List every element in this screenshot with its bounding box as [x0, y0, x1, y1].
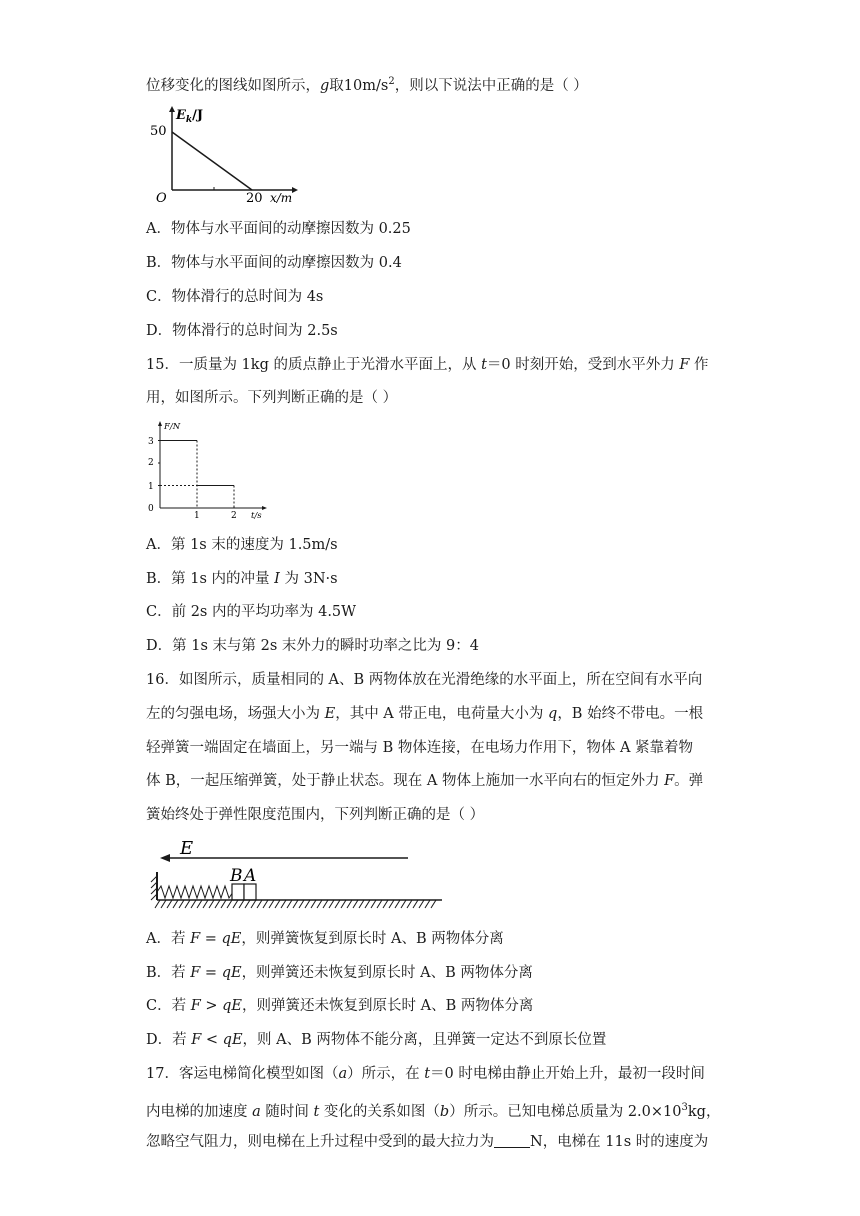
fig2-x-arrow — [262, 506, 267, 510]
q16-text-4a: 体 B，一起压缩弹簧，处于静止状态。现在 A 物体上施加一水平向右的恒定外力 — [146, 773, 665, 789]
fig1-x-arrow — [292, 187, 298, 193]
q16-a-prefix: A．若 — [146, 931, 191, 947]
q16-option-b — [146, 963, 533, 983]
fig3-block-a — [244, 884, 256, 900]
q15-text-c: 作 — [689, 357, 709, 373]
fig2-ylabel: F/N — [164, 422, 181, 432]
q17-text-2b: 随时间 — [260, 1103, 314, 1120]
q16-text-2b: ，其中 A 带正电，电荷量大小为 — [335, 706, 549, 722]
q16-stem-line4 — [146, 771, 703, 791]
q16-c-cond: F > qE — [190, 998, 243, 1014]
fig1-ylabel: $E_k/J$ — [176, 108, 204, 125]
fig3-label-a: A — [244, 866, 257, 886]
fig3-spring-blocks — [146, 836, 446, 916]
fig2-y-tick-3: 3 — [148, 437, 154, 447]
q17-text-2a: 内电梯的加速度 — [146, 1103, 253, 1120]
fig2-y-arrow — [158, 421, 162, 426]
q17-text-3a: 忽略空气阻力，则电梯在上升过程中受到的最大拉力为 — [146, 1134, 494, 1150]
q15-t: t — [481, 357, 487, 373]
fig2-x-tick-2: 2 — [231, 511, 237, 521]
q17-answer-blank[interactable] — [494, 1133, 530, 1148]
fig1-xlabel: x/m — [270, 191, 293, 205]
q16-b-rest: ，则弹簧还未恢复到原长时 A、B 两物体分离 — [241, 965, 533, 981]
q15-stem-line1 — [146, 355, 709, 375]
fig2-y-tick-2: 2 — [148, 458, 154, 468]
q16-b-prefix: B．若 — [146, 965, 191, 981]
intro-text-a: 位移变化的图线如图所示， — [146, 77, 320, 94]
fig3-spring — [157, 886, 233, 898]
q16-a-rest: ，则弹簧恢复到原长时 A、B 两物体分离 — [241, 931, 504, 947]
q16-c-rest: ，则弹簧还未恢复到原长时 A、B 两物体分离 — [242, 998, 534, 1014]
q17-text-1c: ＝0 时电梯由静止开始上升，最初一段时间 — [430, 1066, 705, 1082]
q14-option-c: C．物体滑行的总时间为 4s — [146, 289, 324, 305]
fig3-field-label: E — [180, 838, 194, 859]
q16-option-d — [146, 1030, 606, 1050]
q17-t: t — [424, 1066, 431, 1082]
fig3-ground-hatch — [155, 900, 436, 908]
intro-text-c: ，则以下说法中正确的是（ ） — [394, 77, 588, 94]
q16-option-c — [146, 996, 533, 1016]
q16-b-cond: F = qE — [190, 965, 242, 981]
fig1-y-tick-50: 50 — [150, 124, 167, 139]
fig3-label-b: B — [230, 866, 243, 886]
q17-b: b — [439, 1103, 450, 1120]
q16-text-4b: 。弹 — [674, 773, 704, 789]
q17-a1: a — [338, 1066, 348, 1082]
q15-b-I: I — [274, 571, 280, 587]
q14-intro-tail — [146, 72, 588, 96]
q16-stem-line3: 轻弹簧一端固定在墙面上，另一端与 B 物体连接，在电场力作用下，物体 A 紧靠着物 — [146, 740, 694, 756]
intro-g: g — [320, 77, 330, 94]
q17-text-2e: kg， — [687, 1103, 721, 1120]
fig1-x-tick-20: 20 — [246, 191, 263, 206]
q16-E: E — [324, 706, 336, 722]
q17-text-2d: ）所示。已知电梯总质量为 2.0×10 — [449, 1103, 682, 1120]
intro-sup: 2 — [388, 76, 395, 87]
q17-stem-line3 — [146, 1132, 708, 1152]
q14-option-b: B．物体与水平面间的动摩擦因数为 0.4 — [146, 255, 402, 271]
q16-a-cond: F = qE — [190, 931, 242, 947]
q16-stem-line5: 簧始终处于弹性限度范围内，下列判断正确的是（ ） — [146, 807, 485, 823]
fig2-y-tick-1: 1 — [148, 482, 154, 492]
fig2-f-t-graph — [146, 418, 276, 522]
q15-text-a: 15．一质量为 1kg 的质点静止于光滑水平面上，从 — [146, 357, 482, 373]
q17-text-1a: 17．客运电梯简化模型如图（ — [146, 1066, 339, 1082]
q15-option-c: C．前 2s 内的平均功率为 4.5W — [146, 604, 357, 620]
q14-option-a: A．物体与水平面间的动摩擦因数为 0.25 — [146, 221, 411, 237]
q15-text-b: ＝0 时刻开始，受到水平外力 — [486, 357, 680, 373]
q17-sup: 3 — [681, 1102, 688, 1113]
q16-stem-line1: 16．如图所示，质量相同的 A、B 两物体放在光滑绝缘的水平面上，所在空间有水平向 — [146, 672, 703, 688]
fig1-ek-x-graph — [146, 102, 306, 206]
q15-b-text-a: B．第 1s 内的冲量 — [146, 571, 275, 587]
q15-option-b — [146, 569, 338, 589]
q17-a2: a — [252, 1103, 261, 1120]
intro-text-b: 取10m/s — [329, 77, 389, 94]
fig3-field-arrow — [160, 854, 170, 862]
q16-q: q — [548, 706, 558, 722]
q17-stem-line1 — [146, 1064, 705, 1084]
q14-option-d: D．物体滑行的总时间为 2.5s — [146, 323, 338, 339]
q15-option-d: D．第 1s 末与第 2s 末外力的瞬时功率之比为 9：4 — [146, 638, 479, 654]
fig2-x-tick-1: 1 — [194, 511, 200, 521]
q16-d-prefix: D．若 — [146, 1032, 192, 1048]
q16-text-2c: ，B 始终不带电。一根 — [557, 706, 704, 722]
q15-stem-line2: 用，如图所示。下列判断正确的是（ ） — [146, 390, 398, 406]
q16-F: F — [664, 773, 675, 789]
fig1-data-line — [172, 132, 252, 190]
q16-stem-line2 — [146, 704, 703, 724]
q16-text-2a: 左的匀强电场，场强大小为 — [146, 706, 325, 722]
q15-F: F — [679, 357, 690, 373]
fig1-origin: O — [156, 191, 167, 206]
q17-text-2c: 变化的关系如图（ — [319, 1103, 440, 1120]
q17-text-3b: N，电梯在 11s 时的速度为 — [530, 1134, 709, 1150]
q16-d-rest: ，则 A、B 两物体不能分离，且弹簧一定达不到原长位置 — [242, 1032, 607, 1048]
q16-c-prefix: C．若 — [146, 998, 191, 1014]
q17-text-1b: ）所示，在 — [347, 1066, 425, 1082]
q15-option-a: A．第 1s 末的速度为 1.5m/s — [146, 537, 338, 553]
q17-t2: t — [313, 1103, 320, 1120]
fig3-block-b — [232, 884, 244, 900]
fig1-y-arrow — [169, 106, 175, 112]
fig2-y-tick-0: 0 — [148, 504, 154, 514]
q16-option-a — [146, 929, 504, 949]
q16-d-cond: F < qE — [191, 1032, 243, 1048]
q17-stem-line2 — [146, 1098, 720, 1122]
q15-b-text-b: 为 3N·s — [279, 571, 338, 587]
fig2-xlabel: t/s — [251, 511, 262, 521]
